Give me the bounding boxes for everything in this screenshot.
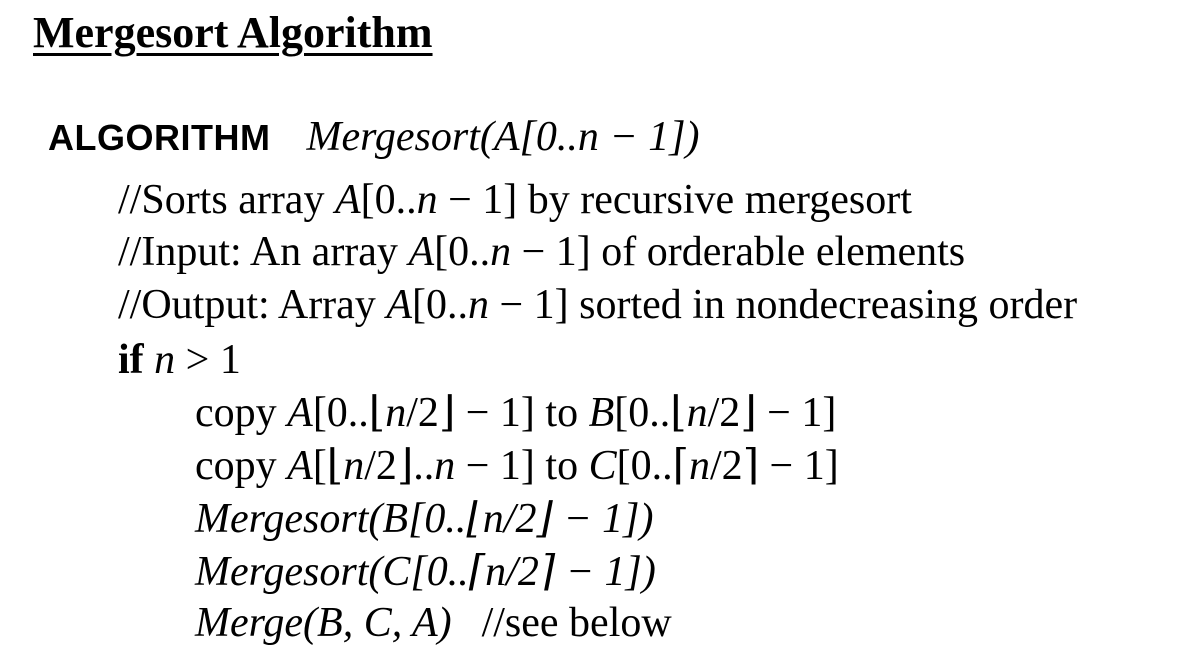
code-text: /2⌋.. bbox=[364, 443, 435, 489]
array-var: A bbox=[287, 443, 313, 489]
code-text: [0..⌊ bbox=[614, 390, 687, 436]
page-title: Mergesort Algorithm bbox=[33, 8, 433, 57]
comment-text: − 1] sorted in nondecreasing order bbox=[488, 282, 1078, 328]
comment-output bbox=[118, 280, 1077, 330]
comment-text: − 1] of orderable elements bbox=[511, 229, 966, 275]
n-var: n bbox=[434, 443, 456, 489]
code-text: /2⌋ − 1] to bbox=[406, 390, 589, 436]
comment-text: [0.. bbox=[434, 229, 491, 275]
n-var: n bbox=[467, 282, 489, 328]
n-var: n bbox=[688, 443, 710, 489]
n-var: n bbox=[385, 390, 407, 436]
if-condition: > 1 bbox=[175, 337, 241, 383]
algorithm-keyword: ALGORITHM bbox=[48, 117, 271, 158]
array-var: C bbox=[588, 443, 617, 489]
n-var: n bbox=[490, 229, 512, 275]
if-statement bbox=[118, 335, 241, 385]
copy-keyword: copy bbox=[195, 390, 288, 436]
code-text: /2⌋ − 1] bbox=[707, 390, 837, 436]
code-text: [⌊ bbox=[312, 443, 344, 489]
comment-text: − 1] by recursive mergesort bbox=[437, 177, 912, 223]
merge-expression: Merge(B, C, A) bbox=[195, 600, 452, 646]
code-text: [0..⌊ bbox=[312, 390, 386, 436]
algorithm-signature: Mergesort(A[0..n − 1]) bbox=[306, 114, 700, 160]
if-keyword: if bbox=[118, 337, 144, 383]
n-var: n bbox=[154, 337, 176, 383]
array-var: B bbox=[588, 390, 615, 436]
n-var: n bbox=[416, 177, 438, 223]
array-var: A bbox=[334, 177, 361, 223]
merge-comment: //see below bbox=[481, 600, 672, 646]
copy-right-half bbox=[195, 441, 839, 491]
n-var: n bbox=[686, 390, 708, 436]
n-var: n bbox=[343, 443, 365, 489]
array-var: A bbox=[287, 390, 313, 436]
comment-text: [0.. bbox=[360, 177, 417, 223]
array-var: A bbox=[386, 282, 412, 328]
comment-text: //Output: Array bbox=[118, 282, 387, 328]
comment-sorts bbox=[118, 175, 912, 225]
copy-left-half bbox=[195, 388, 836, 438]
comment-text: //Sorts array bbox=[118, 177, 335, 223]
comment-text: [0.. bbox=[411, 282, 468, 328]
merge-call bbox=[195, 598, 672, 648]
code-text: − 1] to bbox=[455, 443, 589, 489]
recursive-call-left: Mergesort(B[0..⌊n/2⌋ − 1]) bbox=[195, 496, 654, 542]
copy-keyword: copy bbox=[195, 443, 288, 489]
code-text: [0..⌈ bbox=[616, 443, 689, 489]
algorithm-header bbox=[48, 112, 700, 163]
recursive-call-right: Mergesort(C[0..⌈n/2⌉ − 1]) bbox=[195, 549, 656, 595]
code-text: /2⌉ − 1] bbox=[709, 443, 839, 489]
comment-text: //Input: An array bbox=[118, 229, 409, 275]
comment-input bbox=[118, 227, 965, 277]
array-var: A bbox=[408, 229, 435, 275]
